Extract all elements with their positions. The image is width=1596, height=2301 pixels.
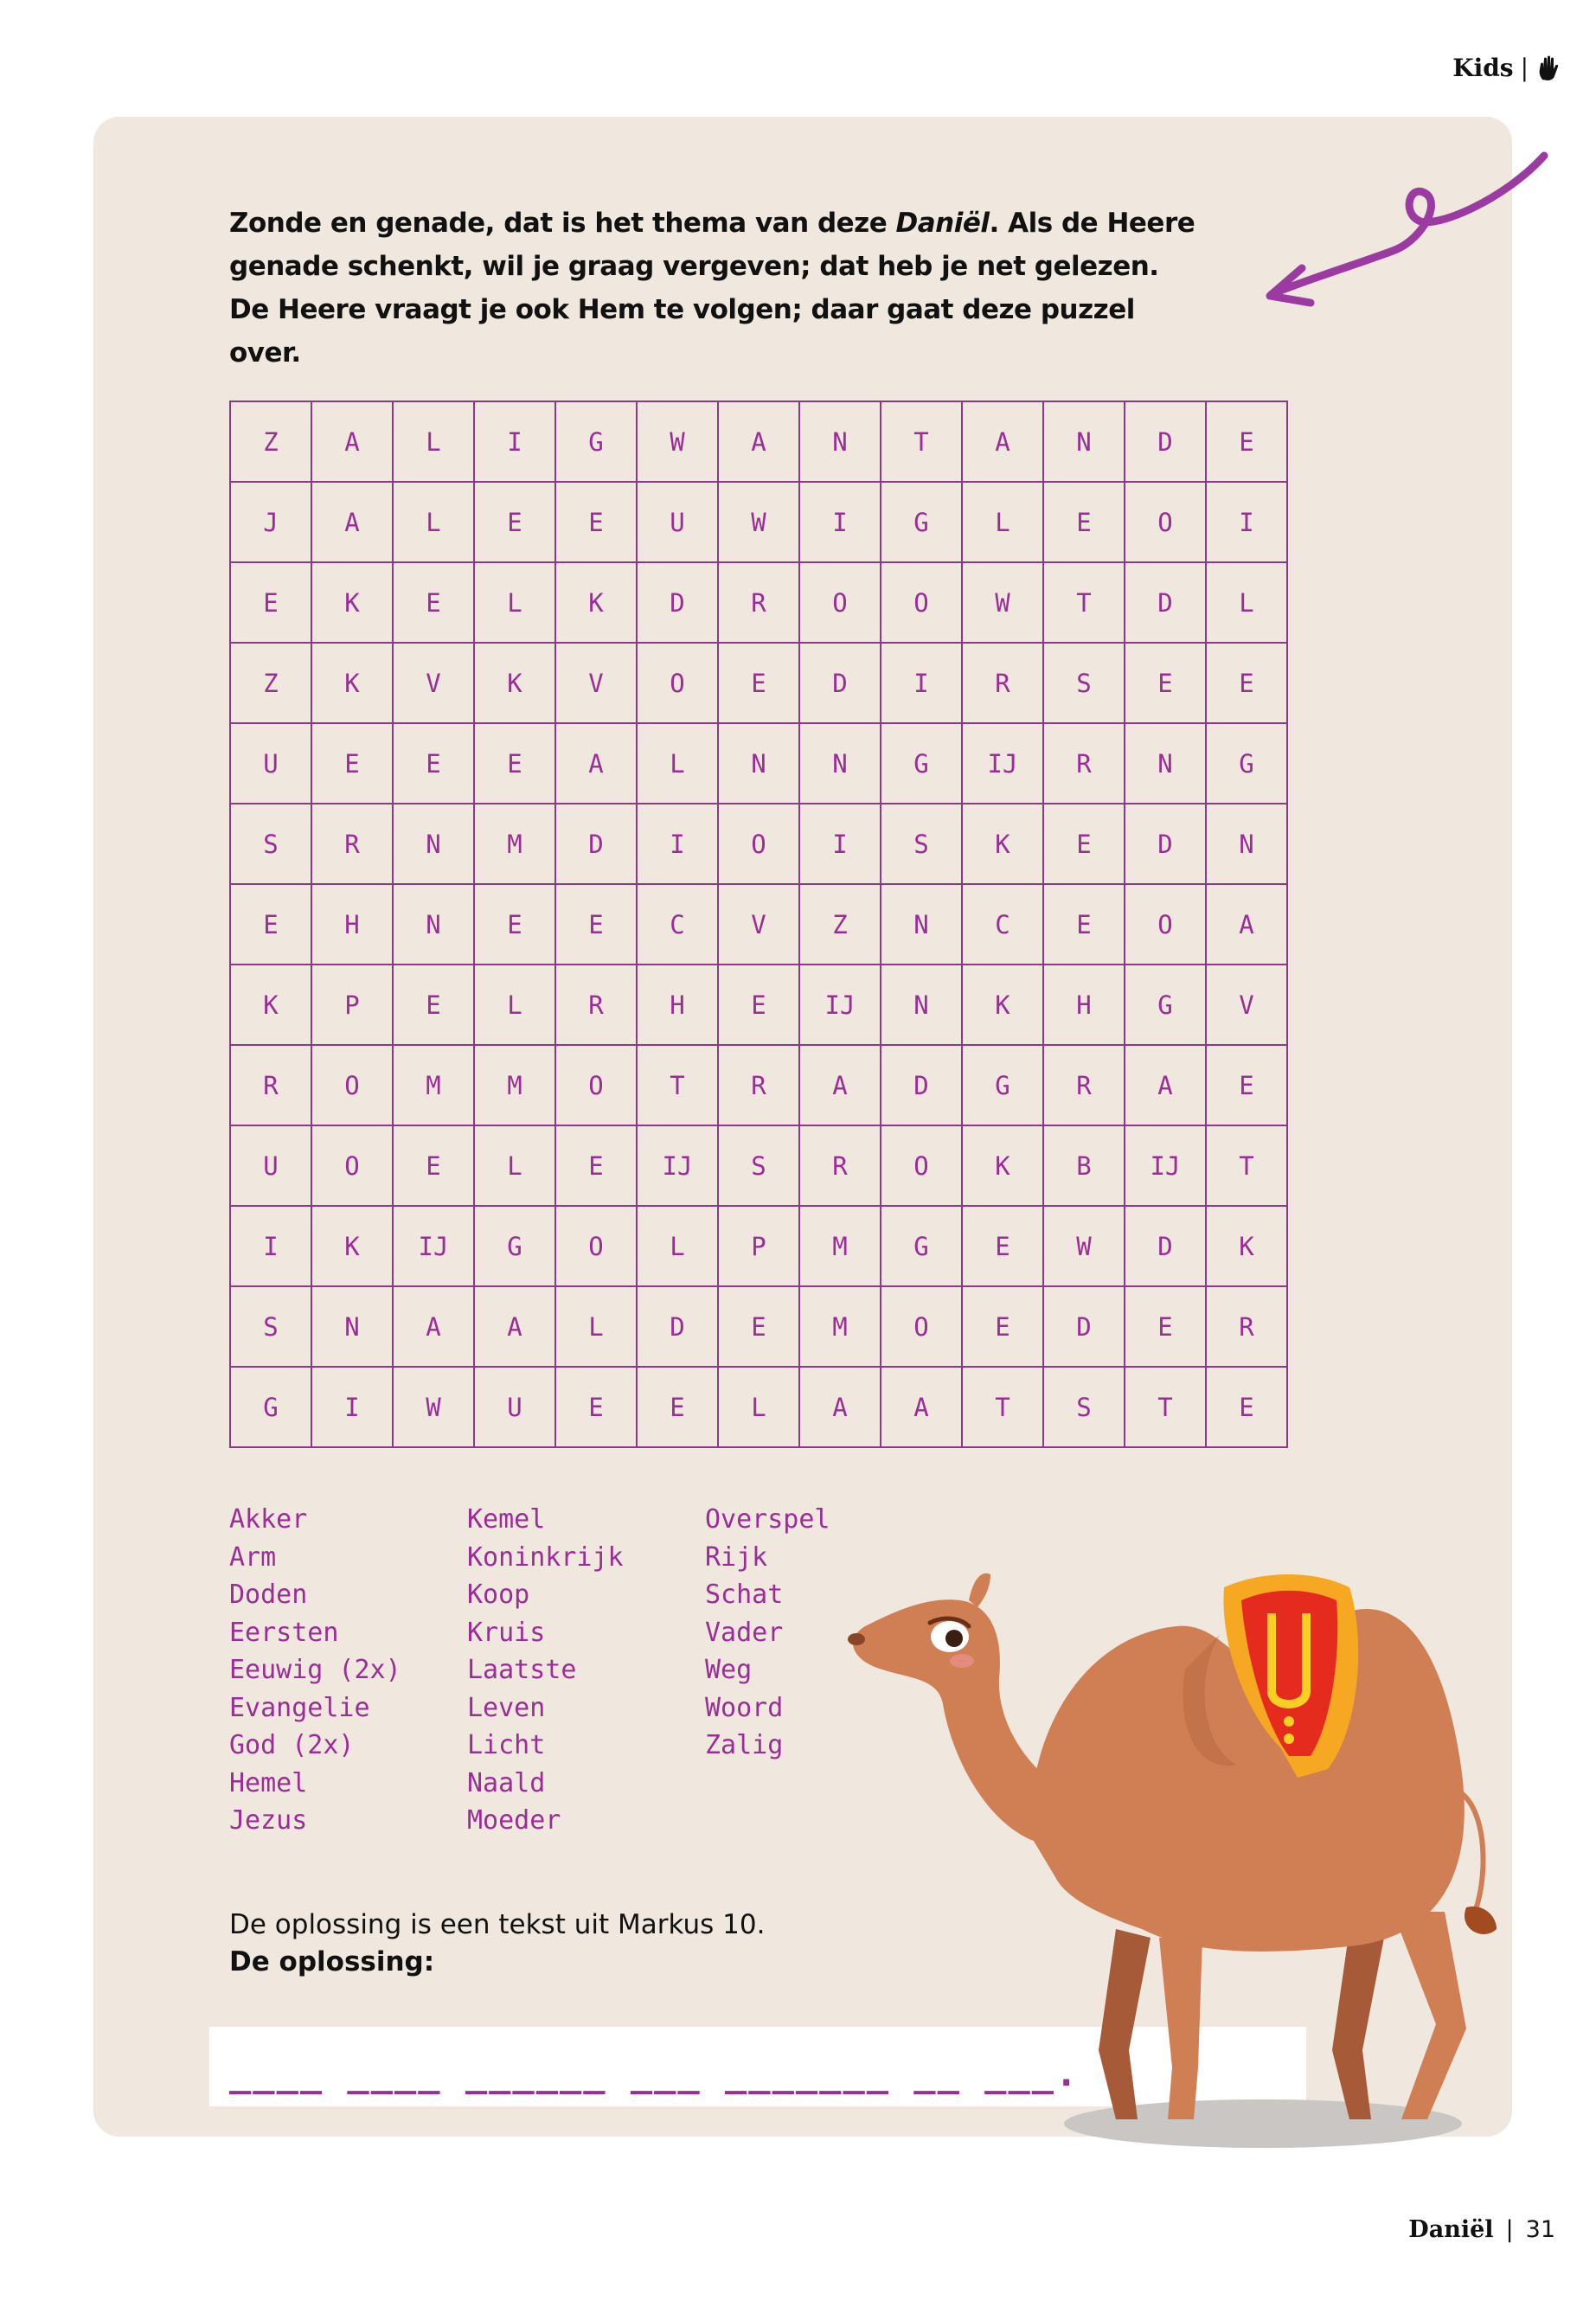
grid-cell[interactable]: G [881,1206,962,1286]
grid-cell[interactable]: S [230,804,311,884]
section-tag [1452,54,1561,82]
grid-cell[interactable]: G [1125,965,1206,1045]
grid-cell[interactable]: E [718,965,799,1045]
divider: | [1505,2216,1514,2243]
word-list-item: Eersten [229,1617,339,1648]
grid-cell[interactable]: O [881,1125,962,1206]
grid-cell[interactable]: E [718,643,799,723]
word-list-item: Akker [229,1504,308,1535]
grid-cell[interactable]: D [1125,562,1206,643]
grid-cell[interactable]: K [311,1206,393,1286]
grid-cell[interactable]: D [637,1286,718,1367]
grid-cell[interactable]: A [393,1286,474,1367]
grid-cell[interactable]: A [881,1367,962,1447]
grid-cell[interactable]: IJ [393,1206,474,1286]
grid-cell[interactable]: K [1206,1206,1287,1286]
grid-cell[interactable]: R [718,1045,799,1125]
grid-cell[interactable]: I [799,804,881,884]
grid-cell[interactable]: L [637,1206,718,1286]
grid-cell[interactable]: E [393,723,474,804]
grid-cell[interactable]: I [799,482,881,562]
grid-cell[interactable]: S [881,804,962,884]
grid-cell[interactable]: T [1043,562,1125,643]
magazine-title: Daniël [1408,2216,1494,2243]
word-list-item: Eeuwig (2x) [229,1655,401,1685]
grid-cell[interactable]: N [393,884,474,965]
grid-cell[interactable]: U [230,723,311,804]
word-list-item: Zalig [705,1730,784,1760]
grid-cell[interactable]: W [962,562,1043,643]
grid-cell[interactable]: R [962,643,1043,723]
grid-cell[interactable]: E [393,562,474,643]
word-list-item: Kruis [467,1617,546,1648]
grid-cell[interactable]: L [555,1286,637,1367]
grid-cell[interactable]: E [230,884,311,965]
word-list-item: Hemel [229,1767,308,1798]
grid-cell[interactable]: W [393,1367,474,1447]
word-list-item: Doden [229,1580,308,1610]
grid-cell[interactable]: E [393,1125,474,1206]
grid-cell[interactable]: E [1125,1286,1206,1367]
word-list-item: Koop [467,1580,530,1610]
grid-cell[interactable]: A [311,482,393,562]
grid-row [230,1206,1287,1286]
grid-cell[interactable]: I [881,643,962,723]
word-list-column-3 [705,1501,830,1765]
grid-cell[interactable]: O [881,1286,962,1367]
grid-cell[interactable]: E [637,1367,718,1447]
section-label: Kids [1452,54,1514,82]
grid-cell[interactable]: E [474,723,555,804]
grid-cell[interactable]: I [637,804,718,884]
grid-cell[interactable]: A [555,723,637,804]
grid-cell[interactable]: V [555,643,637,723]
grid-cell[interactable]: M [474,1045,555,1125]
grid-cell[interactable]: E [555,1125,637,1206]
grid-cell[interactable]: T [962,1367,1043,1447]
grid-cell[interactable]: E [474,482,555,562]
grid-cell[interactable]: L [393,401,474,482]
intro-text [229,202,1198,375]
grid-cell[interactable]: M [393,1045,474,1125]
grid-cell[interactable]: N [881,965,962,1045]
word-list-item: Leven [467,1692,546,1723]
grid-cell[interactable]: W [1043,1206,1125,1286]
grid-cell[interactable]: G [555,401,637,482]
grid-cell[interactable]: IJ [1125,1125,1206,1206]
word-list-item: Schat [705,1580,784,1610]
grid-cell[interactable]: E [962,1286,1043,1367]
word-list-item: Moeder [467,1805,561,1836]
grid-cell[interactable]: L [474,1125,555,1206]
grid-cell[interactable]: S [1043,1367,1125,1447]
divider: | [1520,54,1529,82]
grid-cell[interactable]: O [881,562,962,643]
grid-cell[interactable]: K [230,965,311,1045]
word-list-item: Weg [705,1655,753,1685]
page-footer [1408,2216,1555,2243]
grid-cell[interactable]: A [1125,1045,1206,1125]
grid-cell[interactable]: E [230,562,311,643]
grid-cell[interactable]: M [799,1206,881,1286]
grid-cell[interactable]: O [637,643,718,723]
word-list-item: Overspel [705,1504,830,1535]
word-list-item: Kemel [467,1504,546,1535]
grid-cell[interactable]: D [637,562,718,643]
grid-cell[interactable]: M [474,804,555,884]
grid-cell[interactable]: R [1043,723,1125,804]
grid-row [230,1045,1287,1125]
word-list-item: Koninkrijk [467,1541,624,1573]
grid-cell[interactable]: N [718,723,799,804]
grid-cell[interactable]: E [555,482,637,562]
grid-cell[interactable]: V [718,884,799,965]
grid-cell[interactable]: I [474,401,555,482]
grid-cell[interactable]: O [311,1125,393,1206]
grid-cell[interactable]: R [555,965,637,1045]
grid-cell[interactable]: R [1043,1045,1125,1125]
grid-cell[interactable]: P [718,1206,799,1286]
grid-cell[interactable]: IJ [962,723,1043,804]
grid-cell[interactable]: N [1206,804,1287,884]
grid-cell[interactable]: IJ [799,965,881,1045]
grid-cell[interactable]: T [1125,1367,1206,1447]
grid-cell[interactable]: E [718,1286,799,1367]
grid-cell[interactable]: P [311,965,393,1045]
word-search-grid [229,401,1288,1448]
grid-row [230,1367,1287,1447]
word-list-column-2 [467,1501,624,1840]
grid-cell[interactable]: E [474,884,555,965]
grid-row [230,884,1287,965]
grid-row [230,643,1287,723]
grid-cell[interactable]: O [1125,884,1206,965]
grid-cell[interactable]: N [311,1286,393,1367]
word-list-item: God (2x) [229,1730,355,1760]
grid-cell[interactable]: E [555,1367,637,1447]
grid-cell[interactable]: R [799,1125,881,1206]
grid-cell[interactable]: J [230,482,311,562]
word-list-item: Evangelie [229,1692,370,1723]
grid-cell[interactable]: K [474,643,555,723]
grid-cell[interactable]: U [637,482,718,562]
solution-label: De oplossing: [229,1946,435,1977]
grid-cell[interactable]: V [1206,965,1287,1045]
grid-cell[interactable]: E [1206,643,1287,723]
grid-cell[interactable]: T [1206,1125,1287,1206]
word-list-item: Jezus [229,1805,308,1836]
grid-cell[interactable]: O [1125,482,1206,562]
grid-cell[interactable]: Z [230,401,311,482]
intro-title: Daniël [895,208,990,239]
grid-cell[interactable]: O [555,1206,637,1286]
grid-cell[interactable]: B [1043,1125,1125,1206]
grid-cell[interactable]: T [637,1045,718,1125]
grid-cell[interactable]: R [718,562,799,643]
grid-cell[interactable]: U [474,1367,555,1447]
grid-cell[interactable]: Z [230,643,311,723]
word-list-item: Naald [467,1767,546,1798]
grid-cell[interactable]: K [962,804,1043,884]
grid-cell[interactable]: I [1206,482,1287,562]
grid-cell[interactable]: D [881,1045,962,1125]
grid-cell[interactable]: K [311,643,393,723]
grid-cell[interactable]: N [393,804,474,884]
grid-cell[interactable]: E [311,723,393,804]
grid-cell[interactable]: D [1125,1206,1206,1286]
word-list-item: Rijk [705,1541,768,1573]
grid-cell[interactable]: O [718,804,799,884]
grid-cell[interactable]: G [230,1367,311,1447]
grid-cell[interactable]: G [474,1206,555,1286]
grid-cell[interactable]: U [230,1125,311,1206]
grid-cell[interactable]: K [555,562,637,643]
grid-cell[interactable]: E [555,884,637,965]
grid-cell[interactable]: R [311,804,393,884]
grid-cell[interactable]: E [1043,482,1125,562]
grid-cell[interactable]: IJ [637,1125,718,1206]
grid-cell[interactable]: D [1043,1286,1125,1367]
word-list-item: Vader [705,1617,784,1648]
intro-part2: . Als de Heere genade schenkt, wil je graag vergeven; dat heb je net gelezen. De Heere vraagt je ook Hem te volgen; daar gaat deze puzzel over. [229,208,1195,369]
grid-cell[interactable]: H [311,884,393,965]
grid-row [230,401,1287,482]
grid-cell[interactable]: L [474,562,555,643]
grid-cell[interactable]: O [311,1045,393,1125]
grid-cell[interactable]: E [393,965,474,1045]
grid-cell[interactable]: L [718,1367,799,1447]
grid-cell[interactable]: R [230,1045,311,1125]
word-list-item: Licht [467,1730,546,1760]
grid-cell[interactable]: L [393,482,474,562]
intro-part1: Zonde en genade, dat is het thema van deze [229,208,896,239]
grid-row [230,1125,1287,1206]
grid-row [230,482,1287,562]
grid-cell[interactable]: W [718,482,799,562]
grid-cell[interactable]: H [637,965,718,1045]
grid-cell[interactable]: N [799,401,881,482]
grid-cell[interactable]: E [1043,804,1125,884]
grid-cell[interactable]: A [311,401,393,482]
grid-cell[interactable]: I [230,1206,311,1286]
grid-cell[interactable]: E [1043,884,1125,965]
grid-cell[interactable]: A [962,401,1043,482]
camel-illustration [830,1548,1522,2163]
page-number: 31 [1525,2216,1555,2243]
grid-cell[interactable]: G [881,723,962,804]
grid-cell[interactable]: A [474,1286,555,1367]
grid-cell[interactable]: C [962,884,1043,965]
grid-cell[interactable]: N [799,723,881,804]
grid-cell[interactable]: K [962,1125,1043,1206]
grid-cell[interactable]: N [1125,723,1206,804]
grid-cell[interactable]: E [1206,401,1287,482]
grid-cell[interactable]: K [311,562,393,643]
grid-row [230,562,1287,643]
grid-row [230,1286,1287,1367]
grid-cell[interactable]: E [1206,1367,1287,1447]
grid-cell[interactable]: S [230,1286,311,1367]
grid-cell[interactable]: D [555,804,637,884]
grid-cell[interactable]: O [799,562,881,643]
grid-cell[interactable]: V [393,643,474,723]
grid-cell[interactable]: D [1125,401,1206,482]
grid-cell[interactable]: R [1206,1286,1287,1367]
grid-row [230,804,1287,884]
grid-cell[interactable]: C [637,884,718,965]
grid-cell[interactable]: A [1206,884,1287,965]
grid-cell[interactable]: L [1206,562,1287,643]
grid-cell[interactable]: W [637,401,718,482]
word-list-column-1 [229,1501,401,1840]
grid-cell[interactable]: S [718,1125,799,1206]
grid-cell[interactable]: D [1125,804,1206,884]
answer-blanks[interactable]: ____ ____ ______ ___ _______ __ ___. [229,2052,1080,2094]
grid-cell[interactable]: H [1043,965,1125,1045]
grid-cell[interactable]: N [1043,401,1125,482]
grid-cell[interactable]: D [799,643,881,723]
word-list-item: Arm [229,1541,277,1573]
hand-icon [1535,55,1561,81]
grid-cell[interactable]: G [1206,723,1287,804]
grid-cell[interactable]: L [474,965,555,1045]
solution-hint: De oplossing is een tekst uit Markus 10. [229,1909,766,1940]
grid-cell[interactable]: G [881,482,962,562]
grid-row [230,723,1287,804]
grid-cell[interactable]: E [962,1206,1043,1286]
word-list-item: Woord [705,1692,784,1723]
grid-cell[interactable]: A [799,1367,881,1447]
decorative-arrow [1263,147,1557,320]
grid-cell[interactable]: L [962,482,1043,562]
grid-cell[interactable]: T [881,401,962,482]
grid-cell[interactable]: A [718,401,799,482]
grid-cell[interactable]: L [637,723,718,804]
grid-cell[interactable]: S [1043,643,1125,723]
grid-cell[interactable]: E [1125,643,1206,723]
grid-cell[interactable]: I [311,1367,393,1447]
grid-cell[interactable]: M [799,1286,881,1367]
grid-cell[interactable]: G [962,1045,1043,1125]
grid-cell[interactable]: N [881,884,962,965]
grid-cell[interactable]: E [1206,1045,1287,1125]
grid-cell[interactable]: Z [799,884,881,965]
grid-cell[interactable]: O [555,1045,637,1125]
grid-cell[interactable]: A [799,1045,881,1125]
word-list-item: Laatste [467,1655,577,1685]
grid-row [230,965,1287,1045]
grid-cell[interactable]: K [962,965,1043,1045]
